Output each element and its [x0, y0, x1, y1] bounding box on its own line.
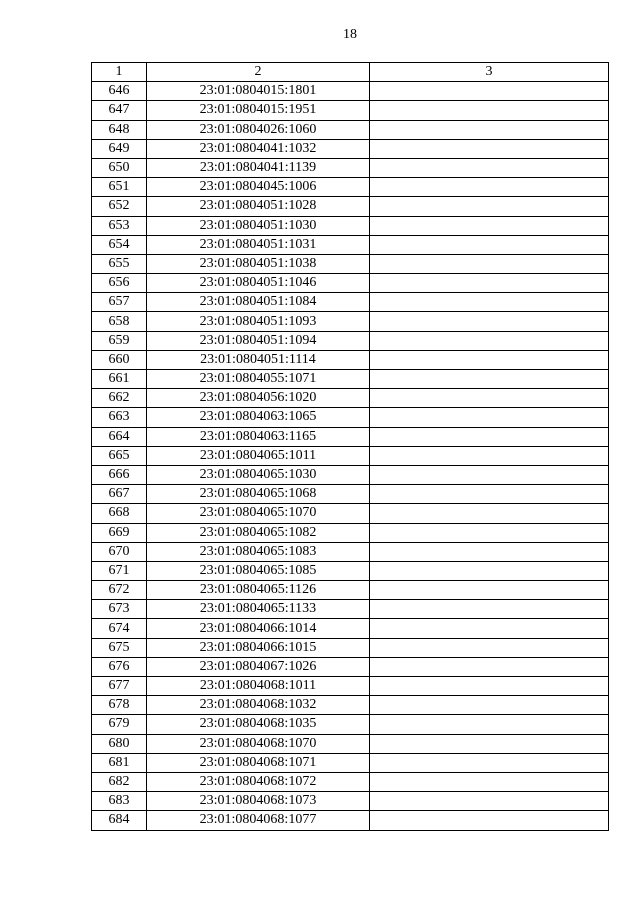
row-number-cell: 662 [92, 389, 147, 408]
cadastral-number-cell: 23:01:0804065:1011 [147, 446, 370, 465]
notes-cell [370, 619, 609, 638]
cadastral-number-cell: 23:01:0804066:1015 [147, 638, 370, 657]
row-number-cell: 666 [92, 465, 147, 484]
cadastral-number-cell: 23:01:0804051:1114 [147, 350, 370, 369]
row-number-cell: 657 [92, 293, 147, 312]
cadastral-number-cell: 23:01:0804063:1165 [147, 427, 370, 446]
table-row [92, 523, 609, 542]
row-number-cell: 665 [92, 446, 147, 465]
table-row [92, 158, 609, 177]
table-row [92, 350, 609, 369]
table-row [92, 427, 609, 446]
row-number-cell: 650 [92, 158, 147, 177]
row-number-cell: 652 [92, 197, 147, 216]
notes-cell [370, 465, 609, 484]
table-row [92, 600, 609, 619]
table-body [92, 82, 609, 830]
cadastral-number-cell: 23:01:0804065:1085 [147, 561, 370, 580]
table-row [92, 139, 609, 158]
row-number-cell: 678 [92, 696, 147, 715]
row-number-cell: 673 [92, 600, 147, 619]
table-row [92, 696, 609, 715]
cadastral-number-cell: 23:01:0804051:1038 [147, 254, 370, 273]
row-number-cell: 647 [92, 101, 147, 120]
row-number-cell: 683 [92, 792, 147, 811]
row-number-cell: 670 [92, 542, 147, 561]
notes-cell [370, 734, 609, 753]
notes-cell [370, 677, 609, 696]
row-number-cell: 672 [92, 581, 147, 600]
cadastral-number-cell: 23:01:0804056:1020 [147, 389, 370, 408]
notes-cell [370, 139, 609, 158]
table-row [92, 312, 609, 331]
notes-cell [370, 120, 609, 139]
column-header-1: 1 [92, 63, 147, 82]
cadastral-number-cell: 23:01:0804015:1801 [147, 82, 370, 101]
table-row [92, 82, 609, 101]
notes-cell [370, 446, 609, 465]
row-number-cell: 671 [92, 561, 147, 580]
row-number-cell: 648 [92, 120, 147, 139]
notes-cell [370, 561, 609, 580]
row-number-cell: 676 [92, 657, 147, 676]
cadastral-number-cell: 23:01:0804051:1093 [147, 312, 370, 331]
cadastral-number-cell: 23:01:0804051:1031 [147, 235, 370, 254]
table-row [92, 370, 609, 389]
table-row [92, 331, 609, 350]
cadastral-number-cell: 23:01:0804026:1060 [147, 120, 370, 139]
row-number-cell: 663 [92, 408, 147, 427]
notes-cell [370, 600, 609, 619]
notes-cell [370, 772, 609, 791]
table-row [92, 542, 609, 561]
row-number-cell: 667 [92, 485, 147, 504]
cadastral-number-cell: 23:01:0804065:1082 [147, 523, 370, 542]
row-number-cell: 675 [92, 638, 147, 657]
table-row [92, 274, 609, 293]
cadastral-number-cell: 23:01:0804068:1032 [147, 696, 370, 715]
cadastral-number-cell: 23:01:0804063:1065 [147, 408, 370, 427]
cadastral-number-cell: 23:01:0804041:1139 [147, 158, 370, 177]
page-number: 18 [343, 27, 357, 42]
cadastral-number-cell: 23:01:0804051:1094 [147, 331, 370, 350]
table-row [92, 235, 609, 254]
cadastral-table [91, 62, 609, 831]
table-row [92, 389, 609, 408]
table-row [92, 734, 609, 753]
cadastral-number-cell: 23:01:0804051:1028 [147, 197, 370, 216]
notes-cell [370, 408, 609, 427]
notes-cell [370, 350, 609, 369]
table-row [92, 792, 609, 811]
notes-cell [370, 216, 609, 235]
cadastral-number-cell: 23:01:0804066:1014 [147, 619, 370, 638]
cadastral-number-cell: 23:01:0804068:1072 [147, 772, 370, 791]
table-row [92, 178, 609, 197]
table-row [92, 772, 609, 791]
notes-cell [370, 158, 609, 177]
column-header-3: 3 [370, 63, 609, 82]
row-number-cell: 682 [92, 772, 147, 791]
cadastral-number-cell: 23:01:0804051:1030 [147, 216, 370, 235]
row-number-cell: 646 [92, 82, 147, 101]
cadastral-number-cell: 23:01:0804051:1046 [147, 274, 370, 293]
notes-cell [370, 312, 609, 331]
notes-cell [370, 542, 609, 561]
cadastral-number-cell: 23:01:0804065:1083 [147, 542, 370, 561]
notes-cell [370, 523, 609, 542]
table-row [92, 446, 609, 465]
table-row [92, 657, 609, 676]
notes-cell [370, 696, 609, 715]
cadastral-number-cell: 23:01:0804065:1030 [147, 465, 370, 484]
table-row [92, 561, 609, 580]
table-row [92, 485, 609, 504]
notes-cell [370, 101, 609, 120]
notes-cell [370, 254, 609, 273]
table-row [92, 619, 609, 638]
notes-cell [370, 389, 609, 408]
notes-cell [370, 504, 609, 523]
cadastral-number-cell: 23:01:0804015:1951 [147, 101, 370, 120]
row-number-cell: 656 [92, 274, 147, 293]
notes-cell [370, 715, 609, 734]
cadastral-number-cell: 23:01:0804055:1071 [147, 370, 370, 389]
notes-cell [370, 178, 609, 197]
notes-cell [370, 753, 609, 772]
row-number-cell: 679 [92, 715, 147, 734]
notes-cell [370, 485, 609, 504]
table-row [92, 408, 609, 427]
notes-cell [370, 370, 609, 389]
cadastral-number-cell: 23:01:0804067:1026 [147, 657, 370, 676]
row-number-cell: 649 [92, 139, 147, 158]
row-number-cell: 684 [92, 811, 147, 830]
row-number-cell: 651 [92, 178, 147, 197]
cadastral-number-cell: 23:01:0804045:1006 [147, 178, 370, 197]
notes-cell [370, 638, 609, 657]
table-row [92, 638, 609, 657]
row-number-cell: 655 [92, 254, 147, 273]
row-number-cell: 658 [92, 312, 147, 331]
notes-cell [370, 293, 609, 312]
table-row [92, 465, 609, 484]
row-number-cell: 654 [92, 235, 147, 254]
row-number-cell: 674 [92, 619, 147, 638]
table-row [92, 581, 609, 600]
cadastral-number-cell: 23:01:0804065:1133 [147, 600, 370, 619]
cadastral-number-cell: 23:01:0804051:1084 [147, 293, 370, 312]
row-number-cell: 668 [92, 504, 147, 523]
cadastral-number-cell: 23:01:0804041:1032 [147, 139, 370, 158]
notes-cell [370, 197, 609, 216]
cadastral-number-cell: 23:01:0804065:1068 [147, 485, 370, 504]
table-row [92, 677, 609, 696]
cadastral-number-cell: 23:01:0804065:1126 [147, 581, 370, 600]
table-row [92, 293, 609, 312]
table-row [92, 811, 609, 830]
cadastral-number-cell: 23:01:0804065:1070 [147, 504, 370, 523]
notes-cell [370, 274, 609, 293]
row-number-cell: 664 [92, 427, 147, 446]
cadastral-number-cell: 23:01:0804068:1071 [147, 753, 370, 772]
notes-cell [370, 657, 609, 676]
table-row [92, 120, 609, 139]
notes-cell [370, 811, 609, 830]
table-row [92, 197, 609, 216]
notes-cell [370, 581, 609, 600]
row-number-cell: 681 [92, 753, 147, 772]
cadastral-number-cell: 23:01:0804068:1077 [147, 811, 370, 830]
table-row [92, 216, 609, 235]
table-row [92, 753, 609, 772]
row-number-cell: 680 [92, 734, 147, 753]
table-header [92, 63, 609, 82]
header-row [92, 63, 609, 82]
notes-cell [370, 235, 609, 254]
table-row [92, 715, 609, 734]
table-row [92, 254, 609, 273]
row-number-cell: 653 [92, 216, 147, 235]
notes-cell [370, 427, 609, 446]
row-number-cell: 660 [92, 350, 147, 369]
table-row [92, 101, 609, 120]
row-number-cell: 661 [92, 370, 147, 389]
row-number-cell: 669 [92, 523, 147, 542]
cadastral-number-cell: 23:01:0804068:1011 [147, 677, 370, 696]
notes-cell [370, 331, 609, 350]
notes-cell [370, 82, 609, 101]
cadastral-number-cell: 23:01:0804068:1035 [147, 715, 370, 734]
column-header-2: 2 [147, 63, 370, 82]
cadastral-number-cell: 23:01:0804068:1073 [147, 792, 370, 811]
row-number-cell: 659 [92, 331, 147, 350]
cadastral-number-cell: 23:01:0804068:1070 [147, 734, 370, 753]
notes-cell [370, 792, 609, 811]
table-row [92, 504, 609, 523]
row-number-cell: 677 [92, 677, 147, 696]
